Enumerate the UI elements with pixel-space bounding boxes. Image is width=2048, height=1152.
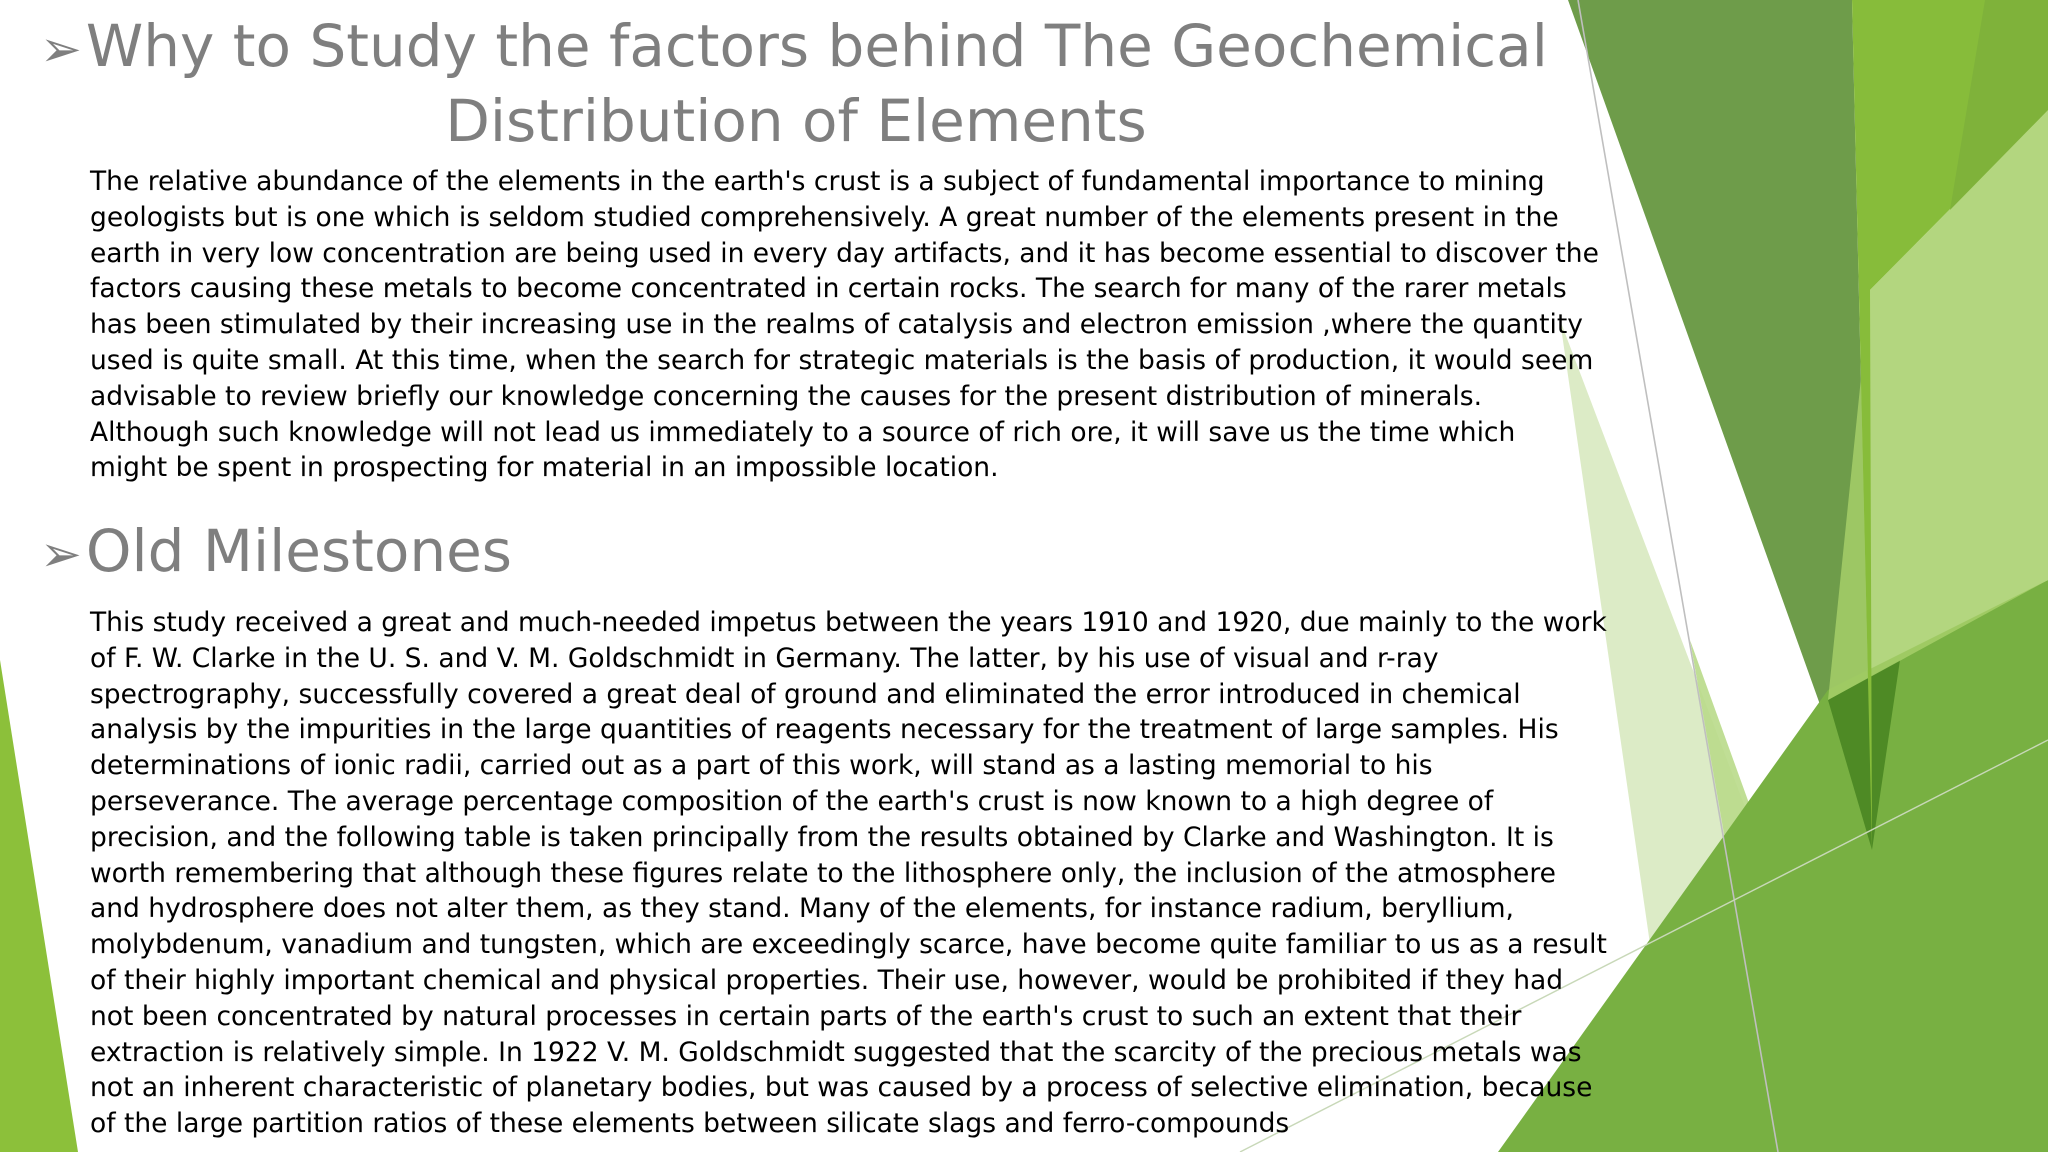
arrow-bullet-icon: ➢ <box>40 20 82 78</box>
paragraph-old-milestones: This study received a great and much-needed impetus between the years 1910 and 1920, due mainly to the work of F. W. Clarke in the U. S. and V. M. Goldschmidt in Germany. The latter, by his use of visual and r-ray spectrography, successfully covered a great deal of ground and eliminated the error introduced in chemical analysis by the impurities in the large quantities of reagents necessary for the treatment of large samples. His determinations of ionic radii, carried out as a part of this work, will stand as a lasting memorial to his perseverance. The average percentage composition of the earth's crust is now known to a high degree of precision, and the following table is taken principally from the results obtained by Clarke and Washington. It is worth remembering that although these figures relate to the lithosphere only, the inclusion of the atmosphere and hydrosphere does not alter them, as they stand. Many of the elements, for instance radium, beryllium, molybdenum, vanadium and tungsten, which are exceedingly scarce, have become quite familiar to us as a result of their highly important chemical and physical properties. Their use, however, would be prohibited if they had not been concentrated by natural processes in certain parts of the earth's crust to such an extent that their extraction is relatively simple. In 1922 V. M. Goldschmidt suggested that the scarcity of the precious metals was not an inherent characteristic of planetary bodies, but was caused by a process of selective elimination, because of the large partition ratios of these elements between silicate slags and ferro-compounds <box>90 607 1607 1140</box>
bg-left-triangle <box>0 660 78 1152</box>
heading-line-2: Distribution of Elements <box>445 87 1147 155</box>
paragraph-why-study: The relative abundance of the elements in the earth's crust is a subject of fundamental importance to mining geologists but is one which is seldom studied comprehensively. A great number of the elements present in the earth in very low concentration are being used in every day artifacts, and it has become essential to discover the factors causing these metals to become concentrated in certain rocks. The search for many of the rarer metals has been stimulated by their increasing use in the realms of catalysis and electron emission ,where the quantity used is quite small. At this time, when the search for strategic materials is the basis of production, it would seem advisable to review briefly our knowledge concerning the causes for the present distribution of minerals. Although such knowledge will not lead us immediately to a source of rich ore, it will save us the time which might be spent in prospecting for material in an impossible location. <box>90 166 1599 484</box>
arrow-bullet-icon: ➢ <box>40 525 82 583</box>
heading-old-milestones-label: Old Milestones <box>85 517 512 585</box>
heading-line-1: Why to Study the factors behind The Geochemical <box>85 12 1548 80</box>
section-heading-old-milestones <box>40 515 512 590</box>
section-heading-why-study <box>40 10 1580 157</box>
